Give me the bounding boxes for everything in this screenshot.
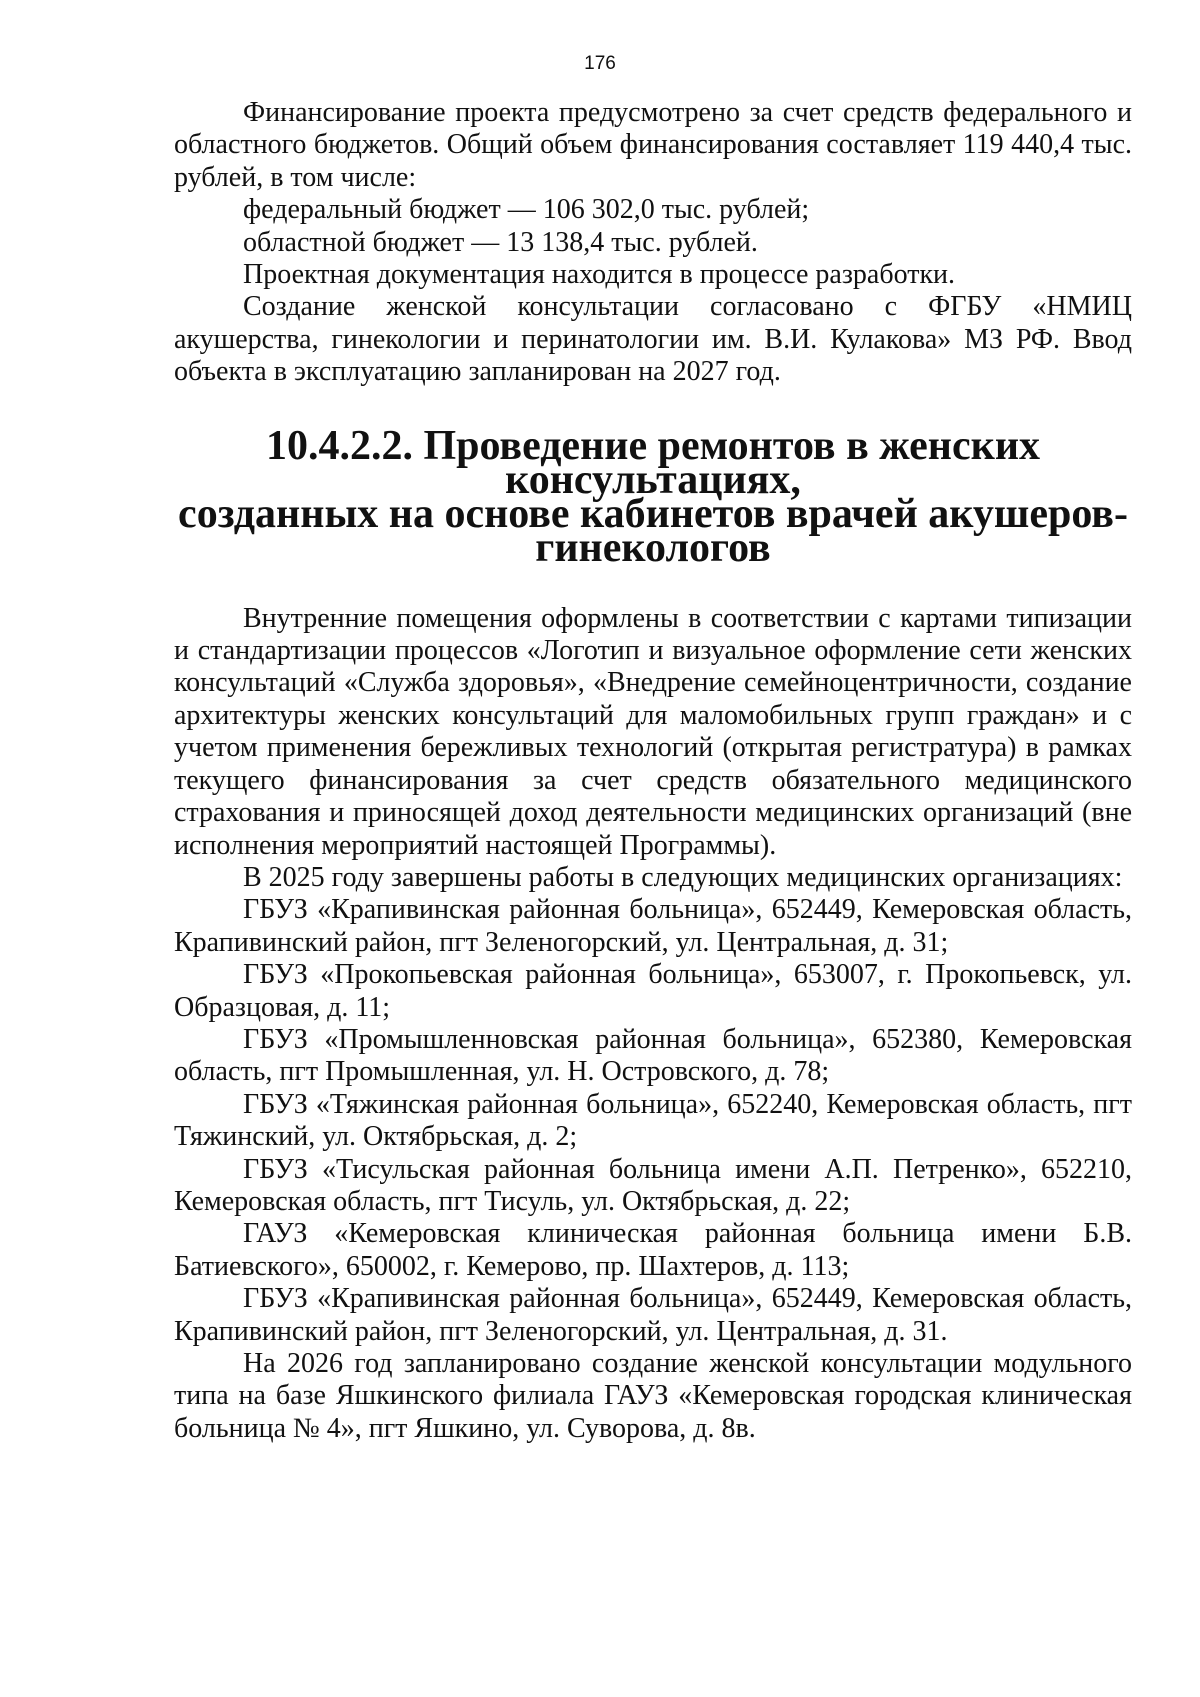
section-heading-line-1: 10.4.2.2. Проведение ремонтов в женских консультациях, bbox=[265, 422, 1041, 503]
paragraph-project-documentation: Проектная документация находится в процессе разработки. bbox=[243, 259, 956, 291]
paragraph-approval: Создание женской консультации согласовано с ФГБУ «НМИЦ акушерства, гинекологии и перинатологии им. В.И. Кулакова» МЗ РФ. Ввод объекта в эксплуатацию запланирован на 2027 год. bbox=[174, 291, 1132, 388]
document-body bbox=[174, 97, 1132, 1445]
paragraph-interior-design: Внутренние помещения оформлены в соответствии с картами типизации и стандартизации процессов «Логотип и визуальное оформление сети женских консультаций «Служба здоровья», «Внедрение семейноцентричности, создание архитектуры женских консультаций для маломобильных групп граждан» и с учетом применения бережливых технологий (открытая регистратура) в рамках текущего финансирования за счет средств обязательного медицинского страхования и приносящей доход деятельности медицинских организаций (вне исполнения мероприятий настоящей Программы). bbox=[174, 602, 1132, 861]
list-item-organization: ГБУЗ «Крапивинская районная больница», 652449, Кемеровская область, Крапивинский район, пгт Зеленогорский, ул. Центральная, д. 31. bbox=[174, 1283, 1132, 1347]
list-item-organization: ГБУЗ «Промышленновская районная больница», 652380, Кемеровская область, пгт Промышленная, ул. Н. Островского, д. 78; bbox=[174, 1023, 1132, 1088]
paragraph-federal-budget: федеральный бюджет — 106 302,0 тыс. рублей; bbox=[243, 194, 810, 226]
section-heading bbox=[174, 422, 1132, 571]
paragraph-financing: Финансирование проекта предусмотрено за счет средств федерального и областного бюджетов. Общий объем финансирования составляет 119 440,4 тыс. рублей, в том числе: bbox=[174, 97, 1132, 193]
list-item-organization: ГБУЗ «Тисульская районная больница имени А.П. Петренко», 652210, Кемеровская область, пгт Тисуль, ул. Октябрьская, д. 22; bbox=[174, 1153, 1132, 1217]
paragraph-2025-works: В 2025 году завершены работы в следующих медицинских организациях: bbox=[243, 861, 1123, 893]
list-item-organization: ГБУЗ «Тяжинская районная больница», 652240, Кемеровская область, пгт Тяжинский, ул. Октябрьская, д. 2; bbox=[174, 1088, 1132, 1153]
section-heading-line-2: созданных на основе кабинетов врачей акушеров-гинекологов bbox=[178, 490, 1128, 571]
list-item-organization: ГБУЗ «Прокопьевская районная больница», 653007, г. Прокопьевск, ул. Образцовая, д. 11; bbox=[174, 959, 1132, 1023]
paragraph-2026-plan: На 2026 год запланировано создание женской консультации модульного типа на базе Яшкинского филиала ГАУЗ «Кемеровская городская клиническая больница № 4», пгт Яшкино, ул. Суворова, д. 8в. bbox=[174, 1348, 1132, 1444]
list-item-organization: ГБУЗ «Крапивинская районная больница», 652449, Кемеровская область, Крапивинский район, пгт Зеленогорский, ул. Центральная, д. 31; bbox=[174, 894, 1132, 958]
page-number: 176 bbox=[584, 53, 616, 74]
list-item-organization: ГАУЗ «Кемеровская клиническая районная больница имени Б.В. Батиевского», 650002, г. Кемерово, пр. Шахтеров, д. 113; bbox=[174, 1218, 1132, 1282]
paragraph-regional-budget: областной бюджет — 13 138,4 тыс. рублей. bbox=[243, 226, 758, 258]
